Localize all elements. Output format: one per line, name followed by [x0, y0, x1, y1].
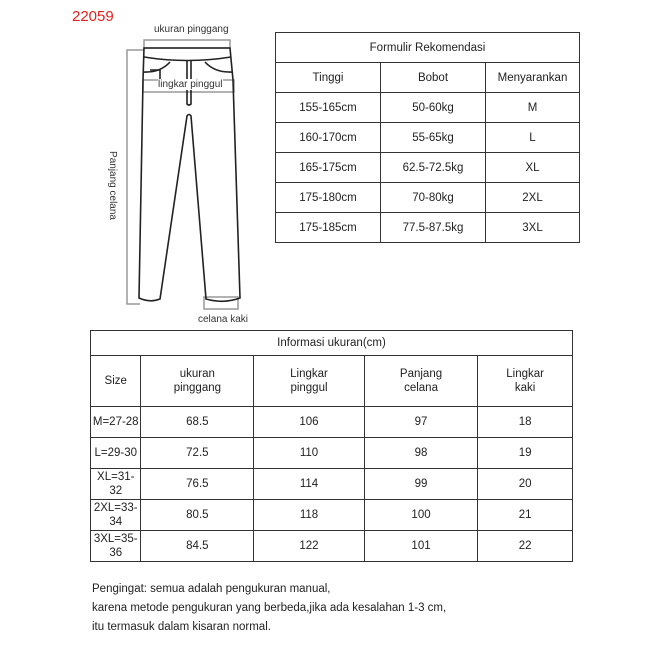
table-row	[276, 123, 580, 153]
waist-label: ukuran pinggang	[154, 24, 229, 35]
cell: 97	[364, 407, 478, 438]
cell: XL	[486, 153, 580, 183]
cell: L=29-30	[91, 438, 141, 469]
table-row	[276, 153, 580, 183]
header-waist: ukuran pinggang	[141, 356, 254, 407]
cell: 165-175cm	[276, 153, 381, 183]
cell: 100	[364, 500, 478, 531]
cell: 99	[364, 469, 478, 500]
notes	[92, 580, 446, 637]
recommendation-table	[275, 32, 580, 243]
cell: 76.5	[141, 469, 254, 500]
cell: 68.5	[141, 407, 254, 438]
header-size: Size	[91, 356, 141, 407]
table-row	[91, 438, 573, 469]
cell: 2XL	[486, 183, 580, 213]
cell: 62.5-72.5kg	[381, 153, 486, 183]
cell: 110	[254, 438, 365, 469]
cell: 175-180cm	[276, 183, 381, 213]
waist-guide	[144, 40, 230, 48]
table-row	[276, 213, 580, 243]
note-line: Pengingat: semua adalah pengukuran manual,	[92, 583, 331, 595]
header-length: Panjang celana	[364, 356, 478, 407]
hem-label: celana kaki	[198, 314, 249, 325]
product-code: 22059	[72, 8, 114, 25]
cell: 101	[364, 531, 478, 562]
cell: 22	[478, 531, 573, 562]
cell: 175-185cm	[276, 213, 381, 243]
cell: 3XL=35-36	[91, 531, 141, 562]
cell: M	[486, 93, 580, 123]
cell: 20	[478, 469, 573, 500]
cell: M=27-28	[91, 407, 141, 438]
cell: 114	[254, 469, 365, 500]
cell: 55-65kg	[381, 123, 486, 153]
cell: 122	[254, 531, 365, 562]
cell: L	[486, 123, 580, 153]
cell: 84.5	[141, 531, 254, 562]
note-line: karena metode pengukuran yang berbeda,jika ada kesalahan 1-3 cm,	[92, 602, 447, 614]
size-info-title: Informasi ukuran(cm)	[91, 331, 573, 356]
cell: 155-165cm	[276, 93, 381, 123]
hem-guide	[204, 297, 238, 309]
cell: 72.5	[141, 438, 254, 469]
note-line: itu termasuk dalam kisaran normal.	[92, 621, 271, 633]
cell: 160-170cm	[276, 123, 381, 153]
header-height: Tinggi	[276, 63, 381, 93]
table-row	[276, 93, 580, 123]
hip-label: lingkar pinggul	[158, 79, 223, 90]
cell: 70-80kg	[381, 183, 486, 213]
table-row	[91, 407, 573, 438]
header-hip: Lingkar pinggul	[254, 356, 365, 407]
cell: 80.5	[141, 500, 254, 531]
table-row	[91, 469, 573, 500]
cell: 98	[364, 438, 478, 469]
cell: 118	[254, 500, 365, 531]
cell: 18	[478, 407, 573, 438]
cell: 19	[478, 438, 573, 469]
recommendation-title: Formulir Rekomendasi	[276, 33, 580, 63]
header-hem: Lingkar kaki	[478, 356, 573, 407]
cell: 21	[478, 500, 573, 531]
cell: XL=31-32	[91, 469, 141, 500]
header-weight: Bobot	[381, 63, 486, 93]
table-row	[276, 183, 580, 213]
cell: 77.5-87.5kg	[381, 213, 486, 243]
pants-diagram	[0, 0, 270, 330]
table-row	[91, 500, 573, 531]
table-row	[91, 531, 573, 562]
cell: 50-60kg	[381, 93, 486, 123]
cell: 106	[254, 407, 365, 438]
header-suggest: Menyarankan	[486, 63, 580, 93]
cell: 3XL	[486, 213, 580, 243]
length-label: Panjang celana	[106, 151, 118, 220]
cell: 2XL=33-34	[91, 500, 141, 531]
size-info-table	[90, 330, 573, 562]
